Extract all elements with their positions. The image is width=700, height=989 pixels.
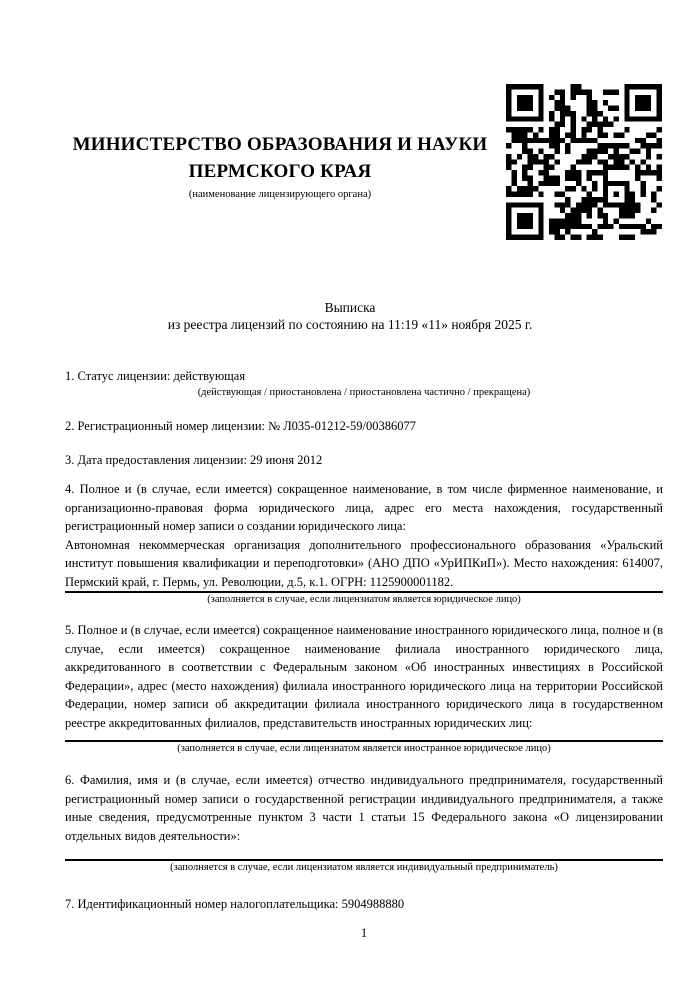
item-5-foreign-entity xyxy=(65,621,663,756)
document-title-block xyxy=(0,299,700,333)
ministry-name xyxy=(45,131,515,185)
item-3-text: 3. Дата предоставления лицензии: 29 июня 2012 xyxy=(65,453,323,467)
ministry-name-line2: ПЕРМСКОГО КРАЯ xyxy=(188,161,372,182)
licensing-authority-header xyxy=(45,131,515,201)
ministry-name-line1: МИНИСТЕРСТВО ОБРАЗОВАНИЯ И НАУКИ xyxy=(72,134,488,155)
item-4-caption: (заполняется в случае, если лицензиатом является юридическое лицо) xyxy=(207,594,521,605)
item-6-individual-entrepreneur xyxy=(65,771,663,875)
qr-code-icon xyxy=(506,84,662,240)
item-4-answer: Автономная некоммерческая организация дополнительного профессионального образования «Уральский институт повышения квалификации и переподготовки» (АНО ДПО «УрИПКиП»). Место нахождения: 614007, Пермский край, г. Пермь, ул. Революции, д.5, к.1. ОГРН: 1125900001182. xyxy=(65,537,663,589)
item-7-text: 7. Идентификационный номер налогоплательщика: 5904988880 xyxy=(65,897,405,911)
item-3-grant-date xyxy=(65,451,663,470)
item-5-question: 5. Полное и (в случае, если имеется) сокращенное наименование иностранного юридического лица, полное и (в случае, если имеется) сокращенное наименование филиала иностранного юридического лица, аккредитованного в соответствии с Федеральным законом «Об иностранных инвестициях в Российской Федерации», адрес (место нахождения) филиала иностранного юридического лица на территории Российской Федерации, номер записи об аккредитации филиала иностранного юридического лица в государственном реестре аккредитованных филиалов, представительств иностранных юридических лиц: xyxy=(65,623,663,730)
item-6-question: 6. Фамилия, имя и (в случае, если имеется) отчество индивидуального предпринимателя, государственный регистрационный номер записи о государственной регистрации индивидуального предпринимателя, а также иные сведения, предусмотренные пунктом 3 части 1 статьи 15 Федерального закона «О лицензировании отдельных видов деятельности»: xyxy=(65,773,663,843)
page-number: 1 xyxy=(360,926,368,940)
document-title: Выписка xyxy=(324,300,376,315)
item-1-license-status xyxy=(65,367,663,400)
item-1-text: 1. Статус лицензии: действующая xyxy=(65,369,246,383)
item-6-caption: (заполняется в случае, если лицензиатом является индивидуальный предприниматель) xyxy=(170,862,558,873)
document-subtitle: из реестра лицензий по состоянию на 11:19 «11» ноября 2025 г. xyxy=(167,317,533,332)
item-2-registration-number xyxy=(65,417,663,436)
item-4-question: 4. Полное и (в случае, если имеется) сокращенное наименование, в том числе фирменное наименование, и организационно-правовая форма юридического лица, адрес его места нахождения, государственный регистрационный номер записи о создании юридического лица: xyxy=(65,482,663,533)
item-4-legal-entity xyxy=(65,480,663,607)
item-5-caption: (заполняется в случае, если лицензиатом является иностранное юридическое лицо) xyxy=(177,743,551,754)
licensing-authority-caption: (наименование лицензирующего органа) xyxy=(188,189,372,200)
item-7-taxpayer-id xyxy=(65,895,663,914)
item-2-text: 2. Регистрационный номер лицензии: № Л035-01212-59/00386077 xyxy=(65,419,416,433)
item-1-caption: (действующая / приостановлена / приостановлена частично / прекращена) xyxy=(197,386,531,398)
